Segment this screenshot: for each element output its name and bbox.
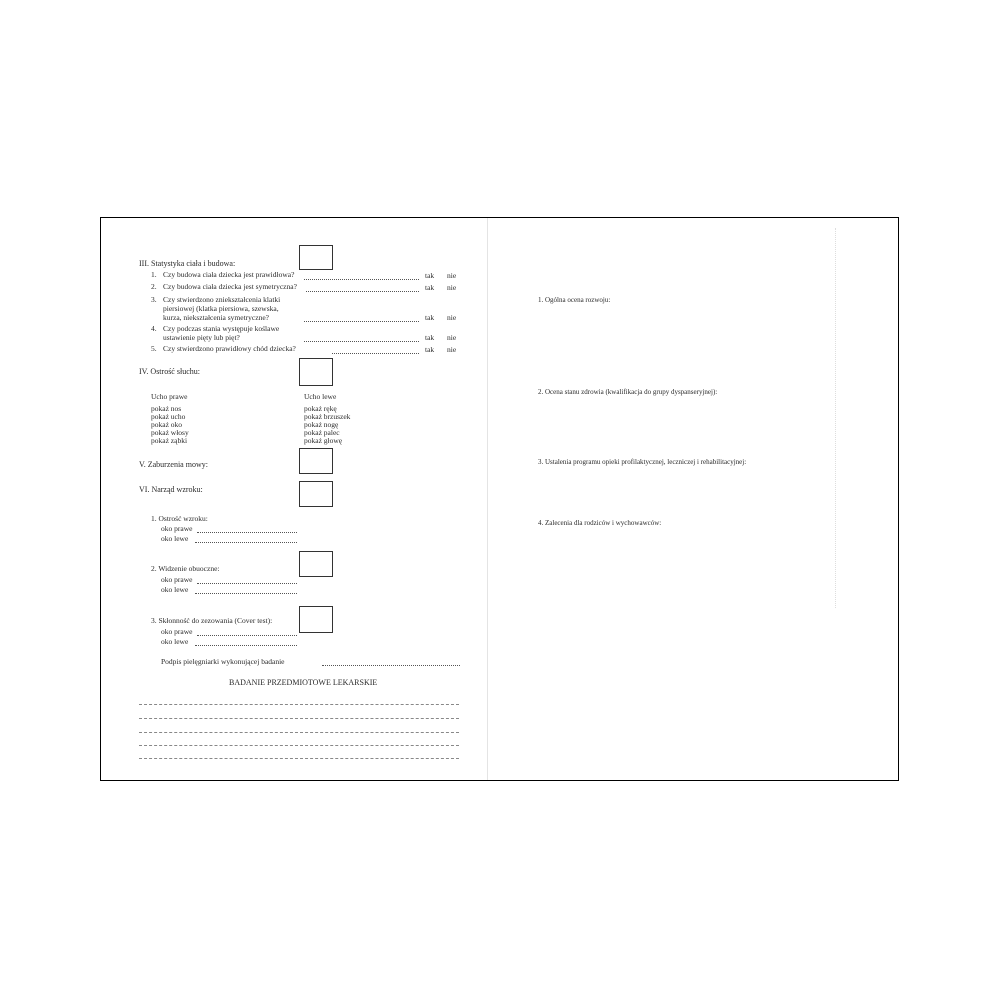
scan-artifact <box>835 228 836 608</box>
answer-no[interactable]: nie <box>447 313 457 322</box>
nurse-signature-line[interactable] <box>322 665 460 666</box>
section-6-heading: VI. Narząd wzroku: <box>139 485 203 494</box>
section-5-score-box[interactable] <box>299 448 333 474</box>
right-ear-task: pokaż oko <box>151 420 183 429</box>
exam-line[interactable] <box>139 758 459 759</box>
section-5-heading: V. Zaburzenia mowy: <box>139 460 208 469</box>
document-sheet: III. Statystyka ciała i budowa: 1. Czy budowa ciała dziecka jest prawidłowa? tak nie 2. Czy budowa ciała dziecka jest symetryczna? tak nie 3. Czy stwierdzono zniekształcenia klatki piersiowej (klatka piersiowa, szewska, kurza, niekształcenia symetryczne? tak nie 4. Czy podczas stania występuje koślawe ustawienie pięty lub pięt? tak nie 5. Czy stwierdzono prawidłowy chód dziecka? tak nie IV. Ostrość słuchu: Ucho prawe pokaż nos pokaż ucho pokaż oko pokaż włosy pokaż ząbki Ucho lewe pokaż rękę pokaż brzuszek pokaż nogę pokaż palec pokaż głowę V. Zaburzenia mowy: VI. Narząd wzroku: 1. Ostrość wzroku: oko prawe oko lewe 2. Widzenie obuoczne: oko prawe oko lewe 3. Skłonność do zezowania (Cover test): oko prawe oko lewe Podpis pielęgniarki wykonującej badanie BADANIE PRZEDMIOTOWE LEKARSKIE 1. Ogólna ocena rozwoju: 2. Ocena stanu zdrowia (kwalifikacja do grupy dyspanseryjnej): 3. Ustalenia programu opieki profilaktycznej, leczniczej i rehabilitacyjnej: 4. Zalecenia dla rodziców i wychowawców: <box>100 217 899 781</box>
answer-no[interactable]: nie <box>447 345 457 354</box>
section-4-heading: IV. Ostrość słuchu: <box>139 367 200 376</box>
answer-yes[interactable]: tak <box>425 333 435 342</box>
section-3-heading: III. Statystyka ciała i budowa: <box>139 259 236 268</box>
exam-title: BADANIE PRZEDMIOTOWE LEKARSKIE <box>229 678 378 687</box>
answer-yes[interactable]: tak <box>425 283 435 292</box>
exam-line[interactable] <box>139 732 459 733</box>
page-divider <box>487 218 488 780</box>
right-ear-task: pokaż ząbki <box>151 436 188 445</box>
exam-line[interactable] <box>139 704 459 705</box>
left-ear-task: pokaż palec <box>304 428 340 437</box>
cover-test-title: 3. Skłonność do zezowania (Cover test): <box>151 616 273 625</box>
left-ear-task: pokaż głowę <box>304 436 343 445</box>
vision-acuity-title: 1. Ostrość wzroku: <box>151 514 208 523</box>
left-ear-title: Ucho lewe <box>304 392 337 401</box>
section-6-score-box[interactable] <box>299 481 333 507</box>
section-4-score-box[interactable] <box>299 358 333 386</box>
cover-test-box[interactable] <box>299 606 333 633</box>
assessment-item-3: 3. Ustalenia programu opieki profilaktycznej, leczniczej i rehabilitacyjnej: <box>538 458 747 466</box>
left-ear-task: pokaż rękę <box>304 404 337 413</box>
section-3-score-box[interactable] <box>299 245 333 270</box>
nurse-signature-label: Podpis pielęgniarki wykonującej badanie <box>161 657 285 666</box>
exam-line[interactable] <box>139 745 459 746</box>
assessment-item-1: 1. Ogólna ocena rozwoju: <box>538 296 611 304</box>
answer-no[interactable]: nie <box>447 271 457 280</box>
answer-yes[interactable]: tak <box>425 271 435 280</box>
left-ear-task: pokaż brzuszek <box>304 412 351 421</box>
assessment-item-4: 4. Zalecenia dla rodziców i wychowawców: <box>538 519 662 527</box>
right-ear-task: pokaż ucho <box>151 412 186 421</box>
answer-yes[interactable]: tak <box>425 345 435 354</box>
binocular-vision-title: 2. Widzenie obuoczne: <box>151 564 220 573</box>
left-ear-task: pokaż nogę <box>304 420 339 429</box>
right-ear-task: pokaż nos <box>151 404 182 413</box>
binocular-vision-box[interactable] <box>299 551 333 577</box>
right-ear-title: Ucho prawe <box>151 392 188 401</box>
answer-no[interactable]: nie <box>447 333 457 342</box>
answer-no[interactable]: nie <box>447 283 457 292</box>
assessment-item-2: 2. Ocena stanu zdrowia (kwalifikacja do grupy dyspanseryjnej): <box>538 388 718 396</box>
right-ear-task: pokaż włosy <box>151 428 189 437</box>
exam-line[interactable] <box>139 718 459 719</box>
answer-yes[interactable]: tak <box>425 313 435 322</box>
